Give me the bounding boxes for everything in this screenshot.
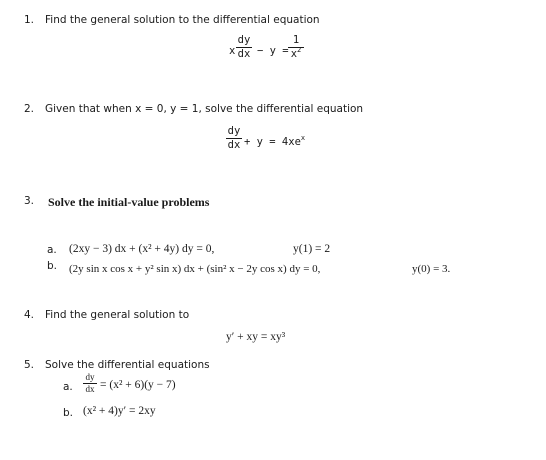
- eq5a-dy: dy: [85, 372, 95, 382]
- problem-5a-equation-rhs: = (x² + 6)(y − 7): [100, 379, 176, 391]
- problem-3a-label: a.: [47, 244, 57, 256]
- problem-5a-label: a.: [63, 381, 73, 393]
- eq2-dy: dy: [227, 125, 241, 137]
- eq2-dy-dx-fraction: [226, 126, 242, 151]
- problem-1-number: 1.: [24, 14, 35, 26]
- problem-4-number: 4.: [24, 309, 35, 321]
- eq5a-dx: dx: [85, 384, 95, 394]
- eq1-dx: dx: [237, 48, 251, 60]
- problem-5-number: 5.: [24, 359, 35, 371]
- problem-3b-label: b.: [47, 260, 58, 272]
- problem-4-equation: y′ + xy = xy³: [226, 331, 286, 343]
- eq1-minus-y-equals: − y =: [257, 45, 289, 57]
- problem-5-text: Solve the differential equations: [45, 359, 210, 371]
- problem-3a-equation: (2xy − 3) dx + (x² + 4y) dy = 0,: [69, 243, 215, 255]
- problem-5b-equation: (x² + 4)y′ = 2xy: [83, 405, 156, 417]
- problem-3a-condition: y(1) = 2: [293, 243, 331, 255]
- problem-2-text: Given that when x = 0, y = 1, solve the differential equation: [45, 103, 364, 115]
- problem-4-text: Find the general solution to: [45, 309, 190, 321]
- eq1-rhs-fraction: [288, 35, 304, 60]
- problem-3b-condition: y(0) = 3.: [412, 263, 451, 275]
- eq1-dy: dy: [237, 34, 251, 46]
- problem-3-number: 3.: [24, 195, 35, 207]
- problem-3b-equation: (2y sin x cos x + y² sin x) dx + (sin² x − 2y cos x) dy = 0,: [69, 263, 321, 275]
- eq1-dy-dx-fraction: [236, 35, 252, 60]
- problem-1-text: Find the general solution to the differential equation: [45, 14, 320, 26]
- problem-5b-label: b.: [63, 407, 74, 419]
- eq2-dx: dx: [227, 139, 241, 151]
- eq1-x: x: [229, 45, 236, 57]
- eq2-rhs: + $y = 4xe^x$: [244, 134, 306, 148]
- problem-5a-fraction: [83, 373, 97, 394]
- problem-3-text: Solve the initial-value problems: [48, 195, 210, 209]
- problem-2-number: 2.: [24, 103, 35, 115]
- eq1-one: 1: [292, 34, 300, 46]
- eq1-x-squared: $x^2$: [290, 46, 302, 60]
